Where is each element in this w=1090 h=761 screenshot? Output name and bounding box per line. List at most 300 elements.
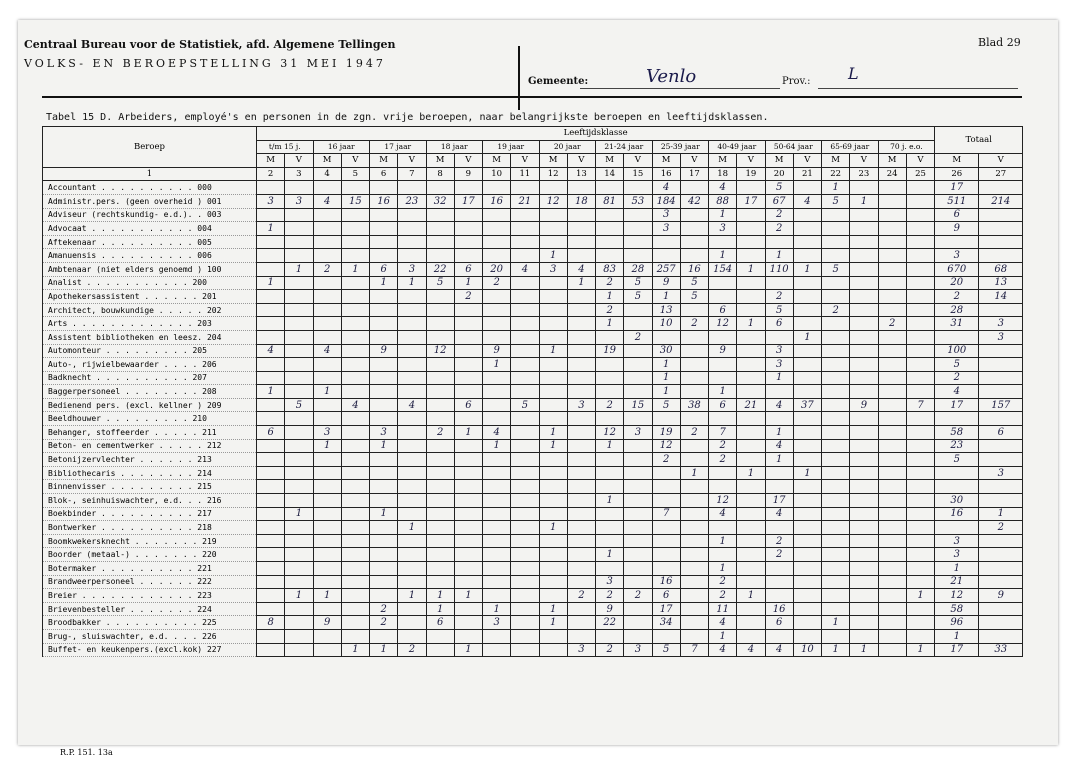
value-cell — [341, 181, 369, 195]
value-cell — [370, 453, 398, 467]
total-cell: 3 — [935, 249, 979, 263]
total-cell: 58 — [935, 426, 979, 440]
value-cell: 3 — [483, 616, 511, 630]
value-cell — [596, 249, 624, 263]
value-cell: 1 — [454, 426, 482, 440]
sex-v-header: V — [624, 154, 652, 168]
beroep-label: Amanuensis . . . . . . . . . . 006 — [43, 249, 257, 263]
value-cell — [398, 534, 426, 548]
value-cell — [878, 181, 906, 195]
value-cell — [850, 412, 878, 426]
value-cell — [878, 453, 906, 467]
value-cell — [793, 480, 821, 494]
column-number: 1 — [43, 167, 257, 181]
value-cell — [850, 480, 878, 494]
value-cell — [483, 629, 511, 643]
value-cell — [906, 208, 935, 222]
value-cell — [624, 629, 652, 643]
value-cell — [370, 548, 398, 562]
value-cell: 1 — [539, 426, 567, 440]
value-cell: 1 — [539, 439, 567, 453]
value-cell — [398, 249, 426, 263]
value-cell: 9 — [313, 616, 341, 630]
value-cell — [567, 290, 595, 304]
value-cell — [878, 548, 906, 562]
value-cell: 5 — [680, 290, 708, 304]
total-cell: 6 — [979, 426, 1023, 440]
value-cell: 5 — [680, 276, 708, 290]
value-cell — [850, 235, 878, 249]
value-cell: 1 — [313, 385, 341, 399]
sex-m-header: M — [426, 154, 454, 168]
value-cell — [878, 507, 906, 521]
value-cell — [878, 521, 906, 535]
sex-m-header: M — [765, 154, 793, 168]
value-cell — [567, 534, 595, 548]
value-cell — [370, 589, 398, 603]
value-cell — [454, 534, 482, 548]
value-cell — [765, 385, 793, 399]
total-cell — [979, 602, 1023, 616]
value-cell — [737, 426, 765, 440]
value-cell — [596, 371, 624, 385]
value-cell — [257, 208, 285, 222]
beroep-label: Arts . . . . . . . . . . . . . 203 — [43, 317, 257, 331]
total-cell: 16 — [935, 507, 979, 521]
value-cell — [370, 249, 398, 263]
value-cell: 3 — [285, 194, 313, 208]
table-row — [43, 602, 1023, 616]
value-cell — [822, 507, 850, 521]
value-cell: 1 — [285, 262, 313, 276]
value-cell — [426, 181, 454, 195]
value-cell: 12 — [426, 344, 454, 358]
sex-v-header: V — [680, 154, 708, 168]
value-cell — [822, 589, 850, 603]
value-cell — [454, 575, 482, 589]
value-cell — [793, 249, 821, 263]
value-cell — [765, 276, 793, 290]
beroep-label: Architect, bouwkundige . . . . . 202 — [43, 303, 257, 317]
value-cell — [511, 548, 539, 562]
total-cell — [979, 494, 1023, 508]
value-cell — [370, 303, 398, 317]
value-cell: 5 — [822, 194, 850, 208]
beroep-label: Administr.pers. (geen overheid ) 001 — [43, 194, 257, 208]
value-cell — [426, 562, 454, 576]
value-cell — [822, 521, 850, 535]
value-cell — [680, 616, 708, 630]
value-cell — [341, 453, 369, 467]
value-cell — [737, 235, 765, 249]
value-cell — [454, 616, 482, 630]
value-cell — [398, 616, 426, 630]
value-cell — [511, 629, 539, 643]
value-cell: 1 — [793, 330, 821, 344]
value-cell — [370, 317, 398, 331]
value-cell — [454, 480, 482, 494]
value-cell — [398, 290, 426, 304]
value-cell: 6 — [370, 262, 398, 276]
column-number: 21 — [793, 167, 821, 181]
value-cell — [822, 371, 850, 385]
sex-v-header: V — [793, 154, 821, 168]
value-cell: 1 — [709, 629, 737, 643]
value-cell — [483, 534, 511, 548]
value-cell — [539, 276, 567, 290]
value-cell — [906, 235, 935, 249]
value-cell: 30 — [652, 344, 680, 358]
total-cell — [979, 439, 1023, 453]
total-cell: 3 — [979, 330, 1023, 344]
beroep-label: Brievenbesteller . . . . . . . 224 — [43, 602, 257, 616]
value-cell — [567, 629, 595, 643]
value-cell: 1 — [596, 548, 624, 562]
value-cell — [454, 208, 482, 222]
total-cell — [935, 412, 979, 426]
value-cell — [850, 629, 878, 643]
value-cell: 4 — [341, 398, 369, 412]
value-cell: 3 — [567, 398, 595, 412]
column-number: 2 — [257, 167, 285, 181]
value-cell — [850, 521, 878, 535]
value-cell — [737, 521, 765, 535]
value-cell — [341, 521, 369, 535]
value-cell — [370, 480, 398, 494]
value-cell — [483, 398, 511, 412]
value-cell — [426, 303, 454, 317]
value-cell: 2 — [652, 453, 680, 467]
value-cell: 1 — [370, 507, 398, 521]
value-cell — [370, 575, 398, 589]
value-cell: 1 — [709, 562, 737, 576]
value-cell — [426, 317, 454, 331]
column-number: 12 — [539, 167, 567, 181]
value-cell: 1 — [793, 466, 821, 480]
value-cell — [426, 466, 454, 480]
value-cell: 5 — [624, 276, 652, 290]
value-cell — [426, 398, 454, 412]
value-cell: 257 — [652, 262, 680, 276]
value-cell — [370, 412, 398, 426]
age-class-header: 65-69 jaar — [822, 140, 879, 154]
value-cell — [370, 330, 398, 344]
value-cell — [737, 412, 765, 426]
value-cell — [341, 426, 369, 440]
beroep-label: Auto-, rijwielbewaarder . . . . 206 — [43, 358, 257, 372]
value-cell — [822, 222, 850, 236]
value-cell — [454, 629, 482, 643]
value-cell — [313, 358, 341, 372]
value-cell: 3 — [765, 358, 793, 372]
value-cell — [511, 249, 539, 263]
value-cell — [454, 330, 482, 344]
beroep-label: Ambtenaar (niet elders genoemd ) 100 — [43, 262, 257, 276]
value-cell — [567, 426, 595, 440]
value-cell — [511, 480, 539, 494]
value-cell: 2 — [398, 643, 426, 657]
value-cell — [878, 426, 906, 440]
value-cell — [850, 439, 878, 453]
value-cell — [341, 562, 369, 576]
value-cell — [341, 629, 369, 643]
value-cell — [539, 303, 567, 317]
value-cell: 2 — [624, 589, 652, 603]
value-cell: 3 — [624, 643, 652, 657]
value-cell: 12 — [596, 426, 624, 440]
value-cell — [341, 290, 369, 304]
beroep-label: Betonijzervlechter . . . . . . 213 — [43, 453, 257, 467]
column-number: 6 — [370, 167, 398, 181]
value-cell — [313, 453, 341, 467]
value-cell: 83 — [596, 262, 624, 276]
column-number: 14 — [596, 167, 624, 181]
value-cell — [257, 602, 285, 616]
value-cell — [567, 412, 595, 426]
value-cell — [596, 235, 624, 249]
total-cell — [979, 222, 1023, 236]
value-cell: 32 — [426, 194, 454, 208]
value-cell — [511, 575, 539, 589]
table-row — [43, 466, 1023, 480]
value-cell — [426, 521, 454, 535]
value-cell: 1 — [906, 589, 935, 603]
value-cell — [285, 235, 313, 249]
value-cell — [483, 317, 511, 331]
value-cell — [680, 629, 708, 643]
value-cell — [398, 303, 426, 317]
value-cell — [370, 385, 398, 399]
value-cell — [680, 575, 708, 589]
value-cell: 4 — [313, 194, 341, 208]
value-cell — [483, 330, 511, 344]
value-cell: 6 — [426, 616, 454, 630]
value-cell — [850, 317, 878, 331]
value-cell — [426, 371, 454, 385]
value-cell — [624, 344, 652, 358]
value-cell — [398, 222, 426, 236]
value-cell — [906, 439, 935, 453]
value-cell — [398, 412, 426, 426]
value-cell — [370, 534, 398, 548]
value-cell — [822, 548, 850, 562]
value-cell: 6 — [709, 303, 737, 317]
sex-m-header: M — [596, 154, 624, 168]
value-cell: 2 — [765, 548, 793, 562]
value-cell — [511, 317, 539, 331]
value-cell — [765, 589, 793, 603]
sex-v-header: V — [567, 154, 595, 168]
value-cell — [539, 317, 567, 331]
table-row — [43, 317, 1023, 331]
value-cell — [596, 534, 624, 548]
total-cell: 6 — [935, 208, 979, 222]
beroep-label: Advocaat . . . . . . . . . . . 004 — [43, 222, 257, 236]
value-cell — [822, 494, 850, 508]
value-cell — [822, 249, 850, 263]
value-cell: 1 — [709, 208, 737, 222]
value-cell — [822, 480, 850, 494]
table-row — [43, 589, 1023, 603]
value-cell — [906, 480, 935, 494]
value-cell — [709, 371, 737, 385]
value-cell — [285, 303, 313, 317]
value-cell — [426, 290, 454, 304]
value-cell: 6 — [709, 398, 737, 412]
value-cell — [257, 181, 285, 195]
value-cell: 9 — [483, 344, 511, 358]
value-cell — [624, 494, 652, 508]
value-cell — [596, 466, 624, 480]
value-cell: 17 — [652, 602, 680, 616]
value-cell — [483, 222, 511, 236]
value-cell — [737, 494, 765, 508]
value-cell — [850, 534, 878, 548]
value-cell: 10 — [652, 317, 680, 331]
value-cell: 1 — [793, 262, 821, 276]
value-cell — [511, 208, 539, 222]
column-number: 20 — [765, 167, 793, 181]
value-cell — [257, 575, 285, 589]
value-cell — [680, 385, 708, 399]
value-cell — [624, 371, 652, 385]
value-cell — [483, 371, 511, 385]
value-cell — [285, 439, 313, 453]
total-cell: 3 — [979, 466, 1023, 480]
value-cell — [511, 453, 539, 467]
value-cell — [511, 385, 539, 399]
value-cell — [483, 575, 511, 589]
value-cell — [652, 548, 680, 562]
value-cell: 1 — [539, 521, 567, 535]
value-cell: 1 — [765, 371, 793, 385]
value-cell — [539, 330, 567, 344]
value-cell — [906, 344, 935, 358]
total-cell: 23 — [935, 439, 979, 453]
value-cell — [398, 181, 426, 195]
total-cell — [935, 521, 979, 535]
value-cell — [257, 303, 285, 317]
value-cell — [567, 548, 595, 562]
value-cell: 1 — [737, 262, 765, 276]
value-cell — [483, 385, 511, 399]
value-cell: 10 — [793, 643, 821, 657]
value-cell — [341, 494, 369, 508]
value-cell — [596, 562, 624, 576]
value-cell — [454, 602, 482, 616]
value-cell — [624, 412, 652, 426]
value-cell: 1 — [398, 276, 426, 290]
value-cell: 2 — [822, 303, 850, 317]
value-cell: 1 — [765, 249, 793, 263]
beroep-label: Apothekersassistent . . . . . . 201 — [43, 290, 257, 304]
value-cell — [567, 466, 595, 480]
value-cell — [822, 358, 850, 372]
table-row — [43, 330, 1023, 344]
value-cell — [737, 575, 765, 589]
table-row — [43, 398, 1023, 412]
value-cell — [878, 303, 906, 317]
value-cell: 17 — [454, 194, 482, 208]
age-class-header: 25-39 jaar — [652, 140, 709, 154]
province-label: Prov.: — [782, 76, 811, 87]
value-cell — [596, 453, 624, 467]
sex-v-header: V — [906, 154, 935, 168]
value-cell — [906, 371, 935, 385]
value-cell — [285, 643, 313, 657]
value-cell — [285, 317, 313, 331]
value-cell — [398, 575, 426, 589]
total-cell — [979, 181, 1023, 195]
value-cell: 11 — [709, 602, 737, 616]
value-cell — [793, 548, 821, 562]
province-value: L — [848, 64, 859, 83]
column-number: 17 — [680, 167, 708, 181]
value-cell — [511, 330, 539, 344]
beroep-label: Accountant . . . . . . . . . . 000 — [43, 181, 257, 195]
value-cell: 88 — [709, 194, 737, 208]
value-cell: 9 — [370, 344, 398, 358]
value-cell: 154 — [709, 262, 737, 276]
value-cell — [539, 412, 567, 426]
total-cell: 5 — [935, 453, 979, 467]
age-class-header: t/m 15 j. — [257, 140, 314, 154]
value-cell — [737, 290, 765, 304]
value-cell — [709, 548, 737, 562]
value-cell — [878, 480, 906, 494]
value-cell — [539, 222, 567, 236]
column-number: 27 — [979, 167, 1023, 181]
value-cell: 3 — [765, 344, 793, 358]
value-cell — [822, 629, 850, 643]
value-cell — [878, 534, 906, 548]
total-cell — [979, 235, 1023, 249]
value-cell — [709, 290, 737, 304]
beroep-label: Brug-, sluiswachter, e.d. . . . 226 — [43, 629, 257, 643]
value-cell — [483, 290, 511, 304]
value-cell — [511, 303, 539, 317]
total-cell: 17 — [935, 398, 979, 412]
value-cell — [313, 534, 341, 548]
value-cell — [709, 466, 737, 480]
value-cell: 37 — [793, 398, 821, 412]
total-cell: 68 — [979, 262, 1023, 276]
total-cell: 58 — [935, 602, 979, 616]
value-cell — [313, 181, 341, 195]
value-cell: 3 — [313, 426, 341, 440]
value-cell: 7 — [709, 426, 737, 440]
value-cell — [906, 629, 935, 643]
value-cell — [822, 208, 850, 222]
value-cell: 1 — [398, 589, 426, 603]
value-cell — [341, 208, 369, 222]
value-cell — [850, 385, 878, 399]
value-cell — [624, 358, 652, 372]
data-table — [42, 126, 1023, 657]
value-cell — [680, 453, 708, 467]
value-cell — [850, 453, 878, 467]
value-cell — [737, 480, 765, 494]
value-cell — [483, 453, 511, 467]
value-cell — [313, 466, 341, 480]
value-cell — [341, 276, 369, 290]
value-cell — [652, 480, 680, 494]
sex-v-header: V — [850, 154, 878, 168]
value-cell — [822, 290, 850, 304]
value-cell: 1 — [483, 358, 511, 372]
value-cell: 42 — [680, 194, 708, 208]
value-cell — [567, 575, 595, 589]
